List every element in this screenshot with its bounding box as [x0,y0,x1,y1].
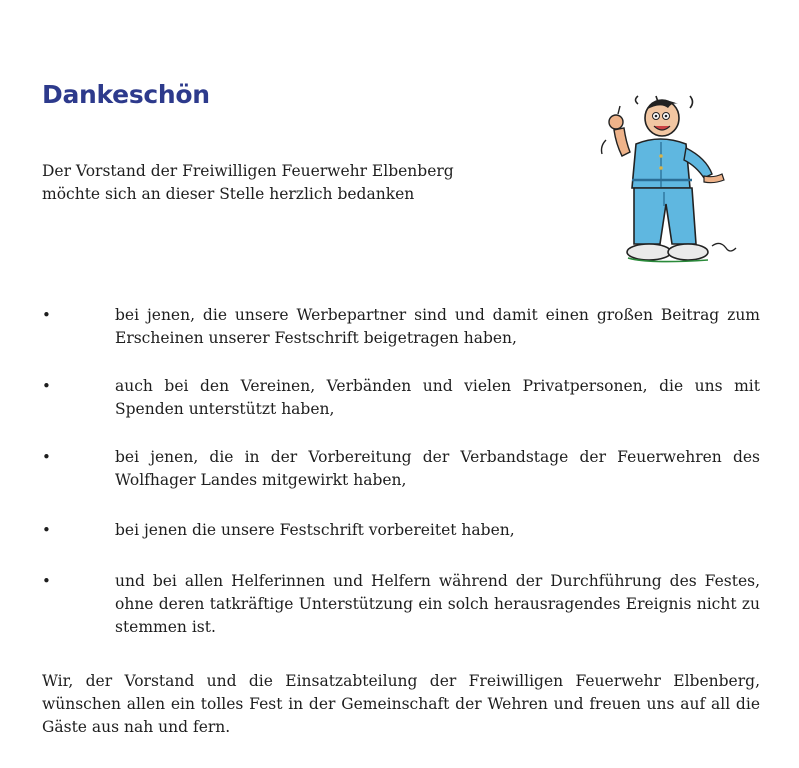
intro-text [42,160,582,206]
list-item [42,446,760,492]
bullet-icon: • [42,306,51,324]
closing-paragraph: Wir, der Vorstand und die Einsatzabteilung der Freiwilligen Feuerwehr Elbenberg, wünschen allen ein tolles Fest in der Gemeinschaft der Wehren und freuen uns auf all die Gäste aus nah und fern. [42,672,760,736]
bullet-icon: • [42,521,51,539]
bullet-icon: • [42,448,51,466]
list-item-text: auch bei den Vereinen, Verbänden und vielen Privatpersonen, die uns mit Spenden unterstützt haben, [115,377,760,418]
list-item [42,519,760,542]
list-item [42,304,760,350]
intro-line-2: möchte sich an dieser Stelle herzlich bedanken [42,185,415,203]
bullet-icon: • [42,572,51,590]
page-title: Dankeschön [42,80,210,109]
list-item-text: bei jenen, die in der Vorbereitung der Verbandstage der Feuerwehren des Wolfhager Landes mitgewirkt haben, [115,448,760,489]
list-item [42,570,760,639]
list-item-text: bei jenen die unsere Festschrift vorbereitet haben, [115,521,515,539]
list-item-text: bei jenen, die unsere Werbepartner sind und damit einen großen Beitrag zum Erscheinen unserer Festschrift beigetragen haben, [115,306,760,347]
list-item [42,375,760,421]
list-item-text: und bei allen Helferinnen und Helfern während der Durchführung des Festes, ohne deren tatkräftige Unterstützung ein solch herausragendes Ereignis nicht zu stemmen ist. [115,572,760,636]
thanks-list [42,304,760,664]
firefighter-cartoon-illustration [592,88,752,268]
intro-line-1: Der Vorstand der Freiwilligen Feuerwehr Elbenberg [42,162,454,180]
bullet-icon: • [42,377,51,395]
